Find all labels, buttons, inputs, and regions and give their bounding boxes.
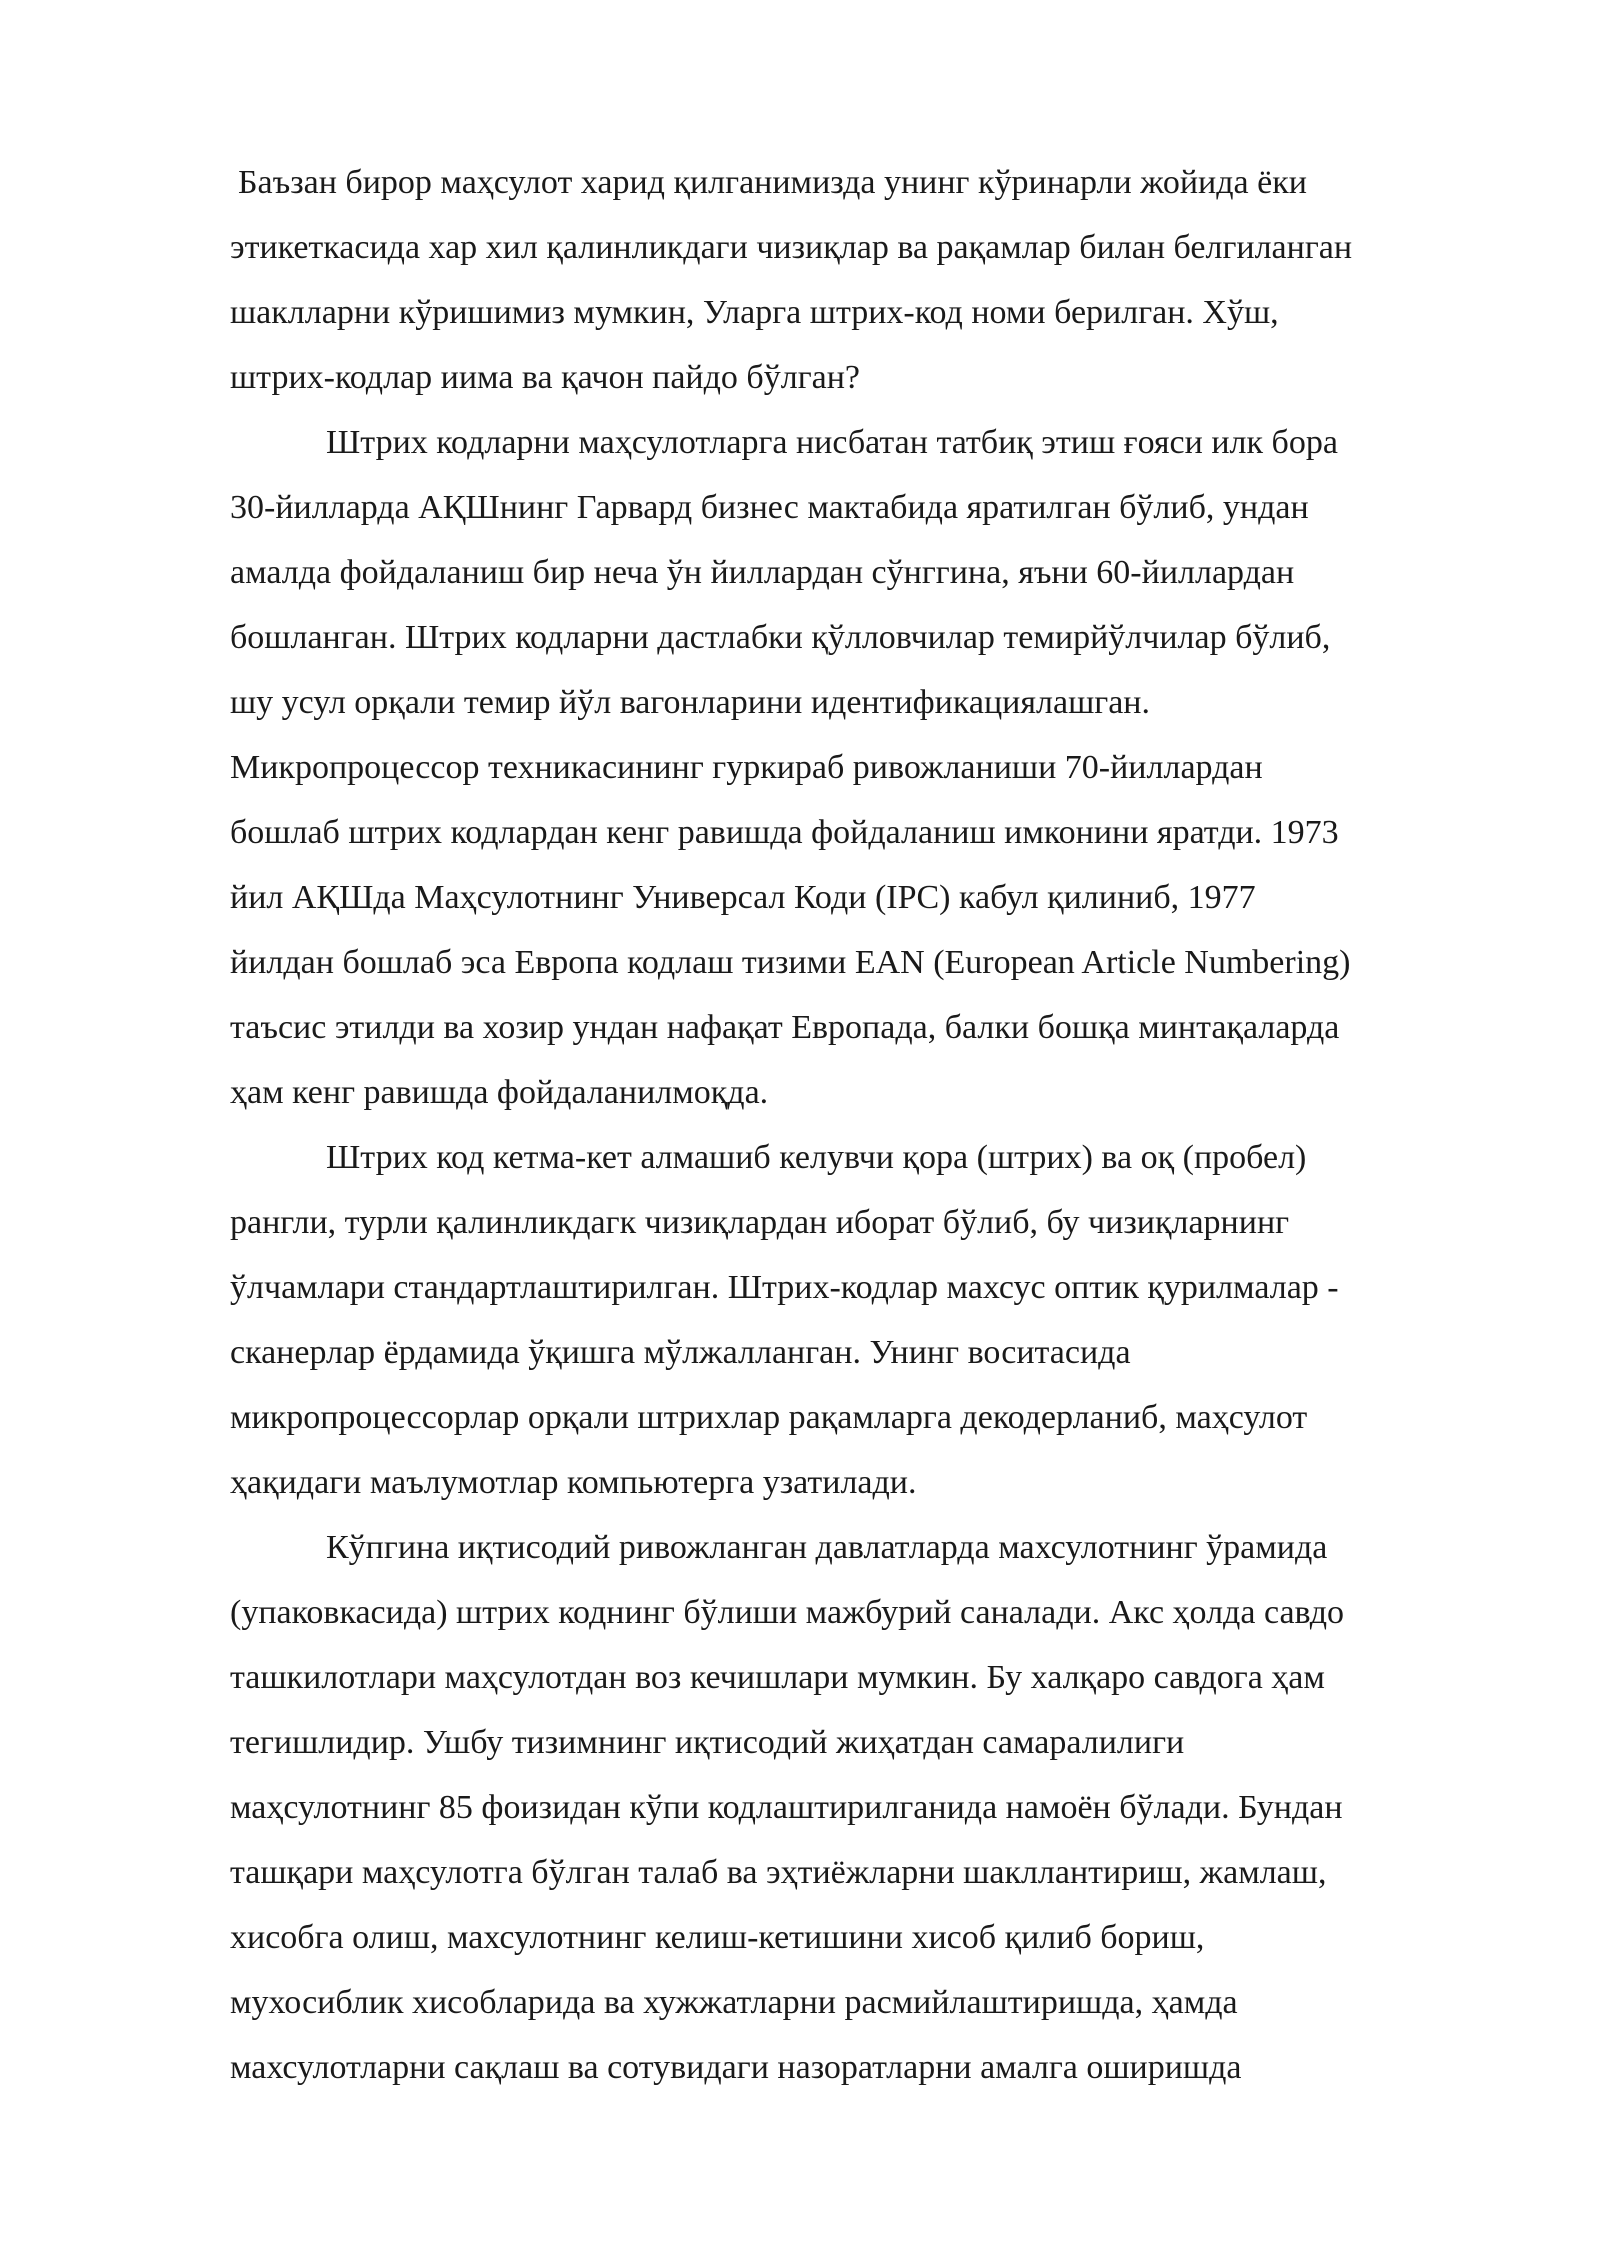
paragraph-line: йил АҚШда Маҳсулотнинг Универсал Коди (IPC) кабул қилиниб, 1977 (230, 879, 1256, 916)
paragraph-line: сканерлар ёрдамида ўқишга мўлжалланган. Унинг воситасида (230, 1334, 1131, 1371)
paragraph-1 (230, 150, 1490, 410)
paragraph-line: штрих-кодлар иима ва қачон пайдо бўлган? (230, 359, 861, 396)
paragraph-line: ҳақидаги маълумотлар компьютерга узатилади. (230, 1464, 917, 1501)
paragraph-line: бошлаб штрих кодлардан кенг равишда фойдаланиш имконини яратди. 1973 (230, 814, 1339, 851)
paragraph-line: маҳсулотнинг 85 фоизидан кўпи кодлаштирилганида намоён бўлади. Бундан (230, 1789, 1343, 1826)
paragraph-line: бошланган. Штрих кодларни дастлабки қўлловчилар темирйўлчилар бўлиб, (230, 619, 1331, 656)
paragraph-line: Кўпгина иқтисодий ривожланган давлатларда махсулотнинг ўрамида (326, 1529, 1328, 1566)
paragraph-line: микропроцессорлар орқали штрихлар рақамларга декодерланиб, маҳсулот (230, 1399, 1308, 1436)
paragraph-line: тегишлидир. Ушбу тизимнинг иқтисодий жиҳатдан самаралилиги (230, 1724, 1185, 1761)
paragraph-3 (230, 1125, 1490, 1515)
paragraph-line: махсулотларни сақлаш ва сотувидаги назоратларни амалга оширишда (230, 2049, 1242, 2086)
paragraph-line: таъсис этилди ва хозир ундан нафақат Европада, балки бошқа минтақаларда (230, 1009, 1340, 1046)
paragraph-line: 30-йилларда АҚШнинг Гарвард бизнес мактабида яратилган бўлиб, ундан (230, 489, 1309, 526)
paragraph-line: Баъзан бирор маҳсулот харид қилганимизда унинг кўринарли жойида ёки (238, 164, 1307, 201)
paragraph-line: шу усул орқали темир йўл вагонларини идентификациялашган. (230, 684, 1150, 721)
paragraph-2 (230, 410, 1490, 1125)
paragraph-line: мухосиблик хисобларида ва хужжатларни расмийлаштиришда, ҳамда (230, 1984, 1238, 2021)
paragraph-line: этикеткасида хар хил қалинликдаги чизиқлар ва рақамлар билан белгиланган (230, 229, 1353, 266)
paragraph-line: шаклларни кўришимиз мумкин, Уларга штрих-код номи берилган. Хўш, (230, 294, 1279, 331)
paragraph-line: ўлчамлари стандартлаштирилган. Штрих-кодлар махсус оптик қурилмалар - (230, 1269, 1339, 1306)
paragraph-line: ташкилотлари маҳсулотдан воз кечишлари мумкин. Бу халқаро савдога ҳам (230, 1659, 1325, 1696)
paragraph-line: амалда фойдаланиш бир неча ўн йиллардан сўнггина, яъни 60-йиллардан (230, 554, 1295, 591)
paragraph-line: хисобга олиш, махсулотнинг келиш-кетишини хисоб қилиб бориш, (230, 1919, 1205, 1956)
paragraph-line: Штрих кодларни маҳсулотларга нисбатан татбиқ этиш ғояси илк бора (326, 424, 1338, 461)
paragraph-4 (230, 1515, 1490, 2100)
paragraph-line: йилдан бошлаб эса Европа кодлаш тизими EAN (European Article Numbering) (230, 944, 1351, 981)
paragraph-line: ташқари маҳсулотга бўлган талаб ва эҳтиёжларни шакллантириш, жамлаш, (230, 1854, 1327, 1891)
paragraph-line: рангли, турли қалинликдагк чизиқлардан иборат бўлиб, бу чизиқларнинг (230, 1204, 1290, 1241)
paragraph-line: ҳам кенг равишда фойдаланилмоқда. (230, 1074, 769, 1111)
paragraph-line: (упаковкасида) штрих коднинг бўлиши мажбурий саналади. Акс ҳолда савдо (230, 1594, 1345, 1631)
paragraph-line: Штрих код кетма-кет алмашиб келувчи қора (штрих) ва оқ (пробел) (326, 1139, 1307, 1176)
document-body (230, 150, 1490, 2100)
paragraph-line: Микропроцессор техникасининг гуркираб ривожланиши 70-йиллардан (230, 749, 1263, 786)
